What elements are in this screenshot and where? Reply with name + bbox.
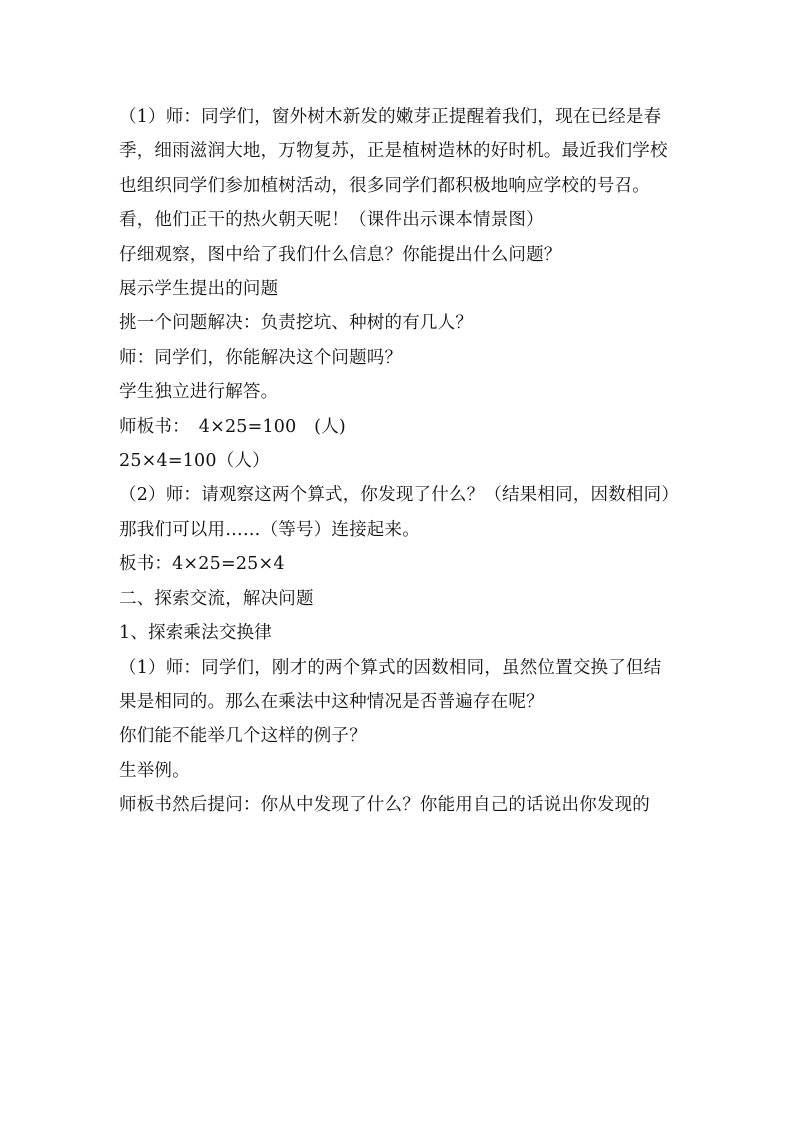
paragraph-pick-question: 挑一个问题解决：负责挖坑、种树的有几人？ <box>119 313 473 334</box>
paragraph-show-questions: 展示学生提出的问题 <box>119 279 279 300</box>
paragraph-factors-same: （1）师：同学们，刚才的两个算式的因数相同，虽然位置交换了但结果是相同的。那么在乘法中这种情况是否普遍存在呢？ <box>119 657 662 712</box>
document-body <box>119 100 680 823</box>
paragraph-teacher-ask: 师：同学们，你能解决这个问题吗？ <box>119 347 403 368</box>
paragraph-observe-question: 仔细观察，图中给了我们什么信息？你能提出什么问题？ <box>119 244 562 265</box>
paragraph-teacher-board-ask: 师板书然后提问：你从中发现了什么？你能用自己的话说出你发现的 <box>119 795 650 816</box>
paragraph-observe-formulas: （2）师：请观察这两个算式，你发现了什么？（结果相同，因数相同） <box>119 485 680 506</box>
paragraph-student-solve: 学生独立进行解答。 <box>119 382 279 403</box>
subsection-heading-commutative: 1、探索乘法交换律 <box>119 623 272 644</box>
section-heading-explore: 二、探索交流，解决问题 <box>119 588 314 609</box>
paragraph-board-formula-1: 师板书： 4×25=100 (人) <box>119 416 346 437</box>
paragraph-connect-equal: 那我们可以用……（等号）连接起来。 <box>119 519 420 540</box>
paragraph-examples-ask: 你们能不能举几个这样的例子？ <box>119 726 367 747</box>
paragraph-students-examples: 生举例。 <box>119 760 190 781</box>
paragraph-board-equation: 板书：4×25=25×4 <box>119 554 285 575</box>
paragraph-intro: （1）师：同学们，窗外树木新发的嫩芽正提醒着我们，现在已经是春季，细雨滋润大地，万物复苏，正是植树造林的好时机。最近我们学校也组织同学们参加植树活动，很多同学们都积极地响应学校的号召。看，他们正干的热火朝天呢！（课件出示课本情景图） <box>119 107 668 231</box>
paragraph-board-formula-2: 25×4=100（人） <box>119 451 270 472</box>
